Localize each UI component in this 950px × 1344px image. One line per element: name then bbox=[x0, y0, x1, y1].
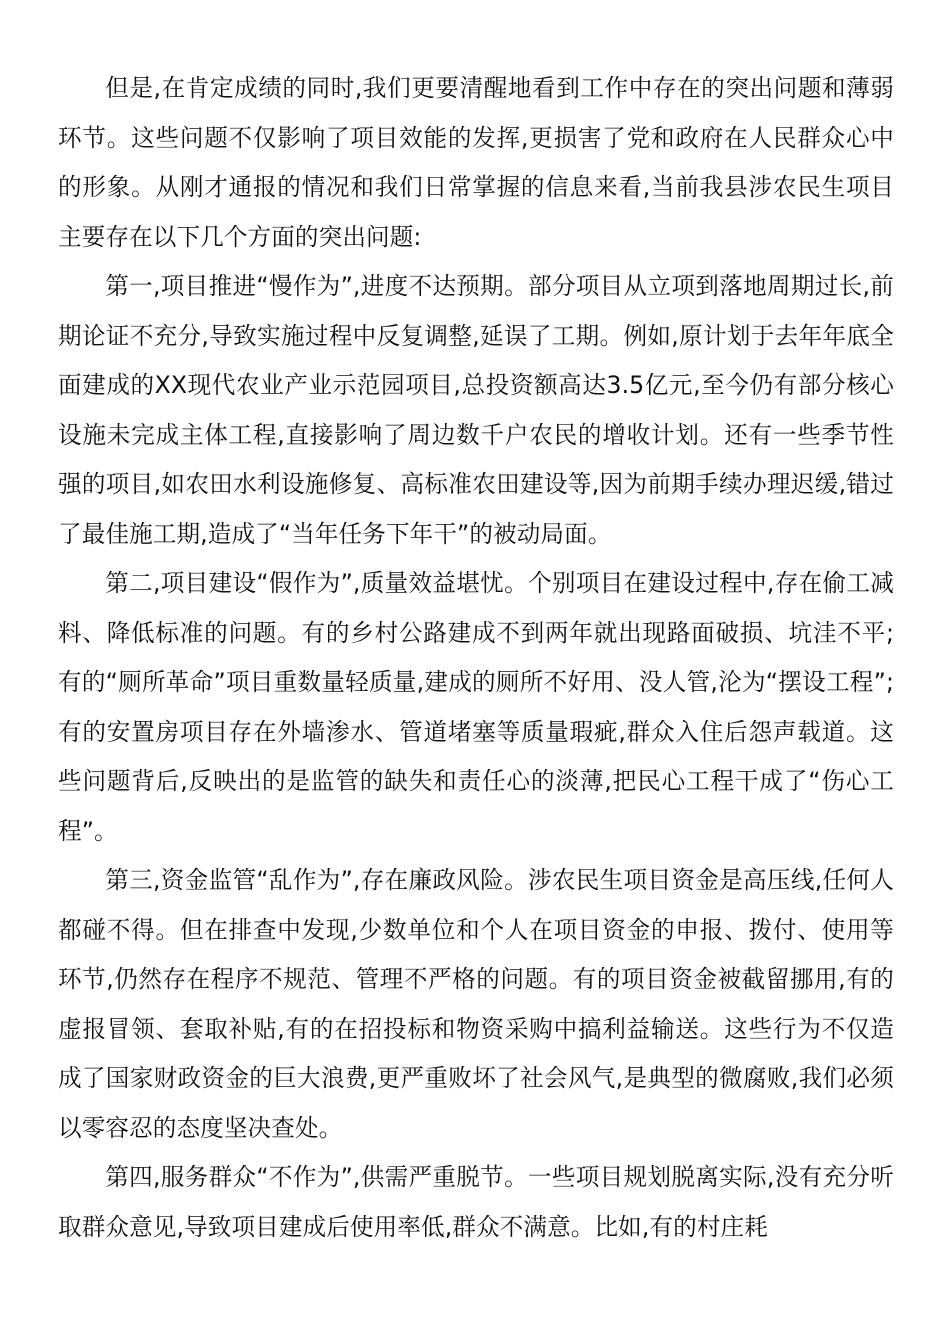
paragraph-fourth-issue: 第四,服务群众“不作为”,供需严重脱节。一些项目规划脱离实际,没有充分听取群众意见,导致项目建成后使用率低,群众不满意。比如,有的村庄耗 bbox=[58, 1163, 894, 1241]
paragraph-first-issue: 第一,项目推进“慢作为”,进度不达预期。部分项目从立项到落地周期过长,前期论证不充分,导致实施过程中反复调整,延误了工期。例如,原计划于去年年底全面建成的XX现代农业产业示范园项目,总投资额高达3.5亿元,至今仍有部分核心设施未完成主体工程,直接影响了周边数千户农民的增收计划。还有一些季节性强的项目,如农田水利设施修复、高标准农田建设等,因为前期手续办理迟缓,错过了最佳施工期,造成了“当年任务下年干”的被动局面。 bbox=[58, 272, 894, 548]
paragraph-problems-intro: 但是,在肯定成绩的同时,我们更要清醒地看到工作中存在的突出问题和薄弱环节。这些问题不仅影响了项目效能的发挥,更损害了党和政府在人民群众心中的形象。从刚才通报的情况和我们日常掌握的信息来看,当前我县涉农民生项目主要存在以下几个方面的突出问题: bbox=[58, 74, 894, 251]
paragraph-second-issue: 第二,项目建设“假作为”,质量效益堪忧。个别项目在建设过程中,存在偷工减料、降低标准的问题。有的乡村公路建成不到两年就出现路面破损、坑洼不平;有的“厕所革命”项目重数量轻质量,建成的厕所不好用、没人管,沦为“摆设工程”;有的安置房项目存在外墙渗水、管道堵塞等质量瑕疵,群众入住后怨声载道。这些问题背后,反映出的是监管的缺失和责任心的淡薄,把民心工程干成了“伤心工程”。 bbox=[58, 569, 894, 845]
paragraph-third-issue: 第三,资金监管“乱作为”,存在廉政风险。涉农民生项目资金是高压线,任何人都碰不得。但在排查中发现,少数单位和个人在项目资金的申报、拨付、使用等环节,仍然存在程序不规范、管理不严格的问题。有的项目资金被截留挪用,有的虚报冒领、套取补贴,有的在招投标和物资采购中搞利益输送。这些行为不仅造成了国家财政资金的巨大浪费,更严重败坏了社会风气,是典型的微腐败,我们必须以零容忍的态度坚决查处。 bbox=[58, 866, 894, 1142]
document-body bbox=[58, 64, 894, 1252]
